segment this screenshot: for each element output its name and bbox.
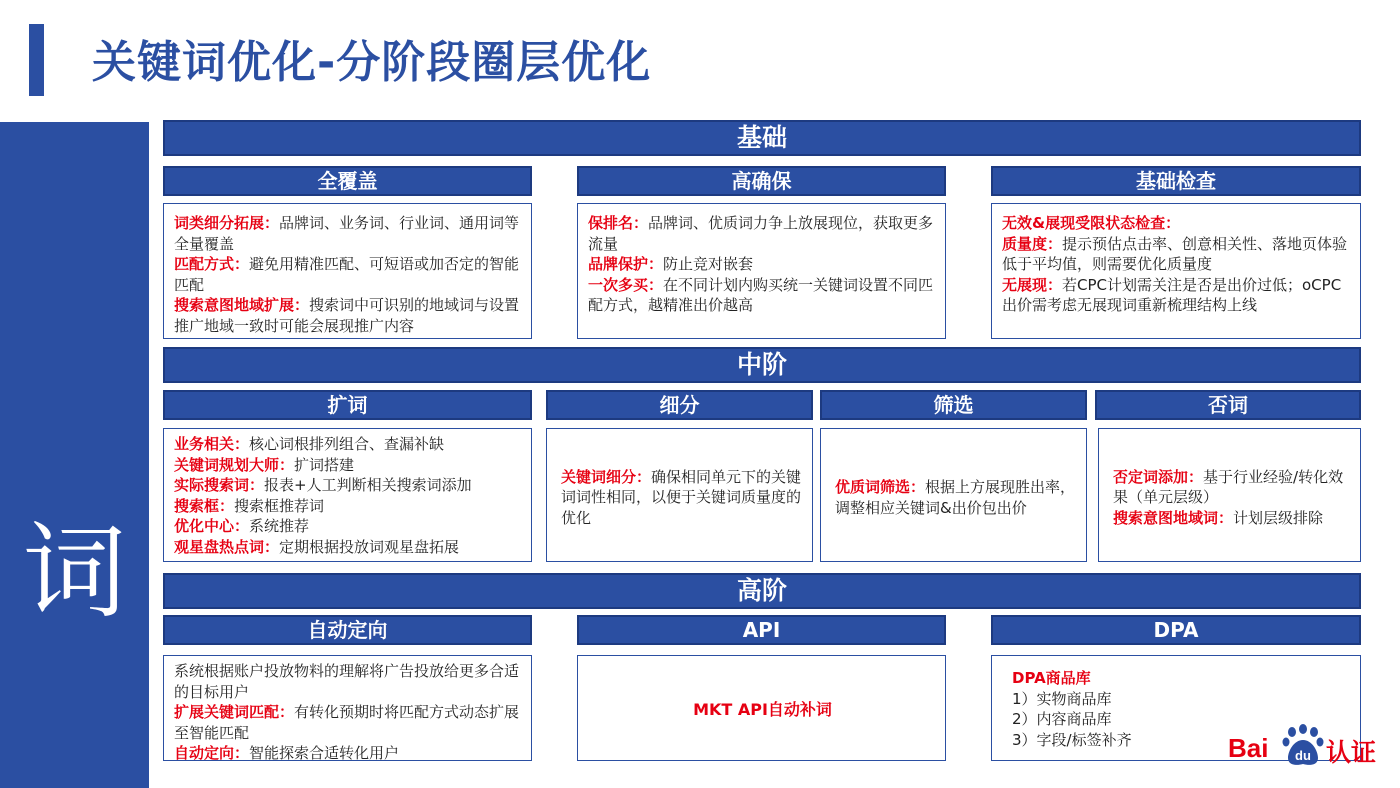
- list-item: 词类细分拓展：品牌词、业务词、行业词、通用词等全量覆盖: [174, 214, 520, 253]
- band-basic: 基础: [163, 120, 1361, 156]
- list-item: 质量度：提示预估点击率、创意相关性、落地页体验低于平均值，则需要优化质量度: [1002, 234, 1348, 273]
- list-item: 关键词细分：确保相同单元下的关键词词性相同，以便于关键词质量度的优化: [561, 467, 802, 527]
- list-item: 实际搜索词：报表+人工判断相关搜索词添加: [174, 476, 472, 494]
- page-title: 关键词优化-分阶段圈层优化: [92, 37, 652, 88]
- list-item: 搜索意图地域扩展：搜索词中可识别的地域词与设置推广地域一致时可能会展现推广内容: [174, 296, 520, 335]
- list-item: 无展现：若CPC计划需关注是否是出价过低；oCPC出价需考虑无展现词重新梳理结构上线: [1002, 275, 1342, 314]
- box-negative-words: [1098, 428, 1361, 562]
- list-item: 优质词筛选：根据上方展现胜出率，调整相应关键词&出价包出价: [835, 478, 1076, 517]
- logo-suffix-text: 认证: [1326, 738, 1377, 767]
- list-item: DPA商品库: [1012, 669, 1091, 687]
- list-item: 2）内容商品库: [1012, 710, 1112, 728]
- list-item: 否定词添加：基于行业经验/转化效果（单元层级）: [1113, 467, 1344, 507]
- list-item: 一次多买：在不同计划内购买统一关键词设置不同匹配方式，越精准出价越高: [588, 275, 934, 314]
- title-accent-bar: [29, 24, 44, 96]
- list-item: 扩展关键词匹配：有转化预期时将匹配方式动态扩展至智能匹配: [174, 703, 520, 742]
- header-auto-targeting: 自动定向: [163, 615, 532, 645]
- box-full-coverage: [163, 203, 532, 339]
- list-item: 品牌保护：防止竞对嵌套: [588, 255, 754, 273]
- list-item: MKT API自动补词: [693, 700, 832, 720]
- header-basic-check: 基础检查: [991, 166, 1361, 196]
- baidu-certification-logo: [1228, 723, 1380, 771]
- list-item: 1）实物商品库: [1012, 689, 1112, 708]
- logo-brand-text: Bai: [1228, 733, 1269, 763]
- header-negative-words: 否词: [1095, 390, 1361, 420]
- header-high-assurance: 高确保: [577, 166, 946, 196]
- list-item: 搜索框：搜索框推荐词: [174, 496, 325, 515]
- baidu-paw-icon: [1280, 723, 1326, 769]
- box-basic-check: [991, 203, 1361, 339]
- header-expand-words: 扩词: [163, 390, 532, 420]
- box-expand-words: [163, 428, 532, 562]
- list-item: 无效&展现受限状态检查：: [1002, 214, 1181, 232]
- list-item: 保排名：品牌词、优质词力争上放展现位，获取更多流量: [588, 214, 934, 253]
- header-full-coverage: 全覆盖: [163, 166, 532, 196]
- box-filter: [820, 428, 1087, 562]
- header-api: API: [577, 615, 946, 645]
- box-auto-targeting: [163, 655, 532, 761]
- list-item: 观星盘热点词：定期根据投放词观星盘拓展: [174, 537, 460, 556]
- sidebar-character: 词: [22, 511, 127, 633]
- list-item: 优化中心：系统推荐: [174, 517, 310, 535]
- list-item: 系统根据账户投放物料的理解将广告投放给更多合适的目标用户: [174, 662, 520, 701]
- band-middle: 中阶: [163, 347, 1361, 383]
- box-segment: [546, 428, 813, 562]
- header-segment: 细分: [546, 390, 813, 420]
- header-filter: 筛选: [820, 390, 1087, 420]
- list-item: 业务相关：核心词根排列组合、查漏补缺: [174, 435, 445, 453]
- sidebar: [0, 122, 149, 788]
- list-item: 自动定向：智能探索合适转化用户: [174, 744, 400, 761]
- box-api: [577, 655, 946, 761]
- list-item: 关键词规划大师：扩词搭建: [174, 455, 355, 474]
- logo-paw-text: du: [1295, 748, 1311, 763]
- header-dpa: DPA: [991, 615, 1361, 645]
- list-item: 3）字段/标签补齐: [1012, 730, 1132, 749]
- band-advanced: 高阶: [163, 573, 1361, 609]
- list-item: 搜索意图地域词：计划层级排除: [1113, 508, 1324, 527]
- list-item: 匹配方式：避免用精准匹配、可短语或加否定的智能匹配: [174, 255, 520, 294]
- box-high-assurance: [577, 203, 946, 339]
